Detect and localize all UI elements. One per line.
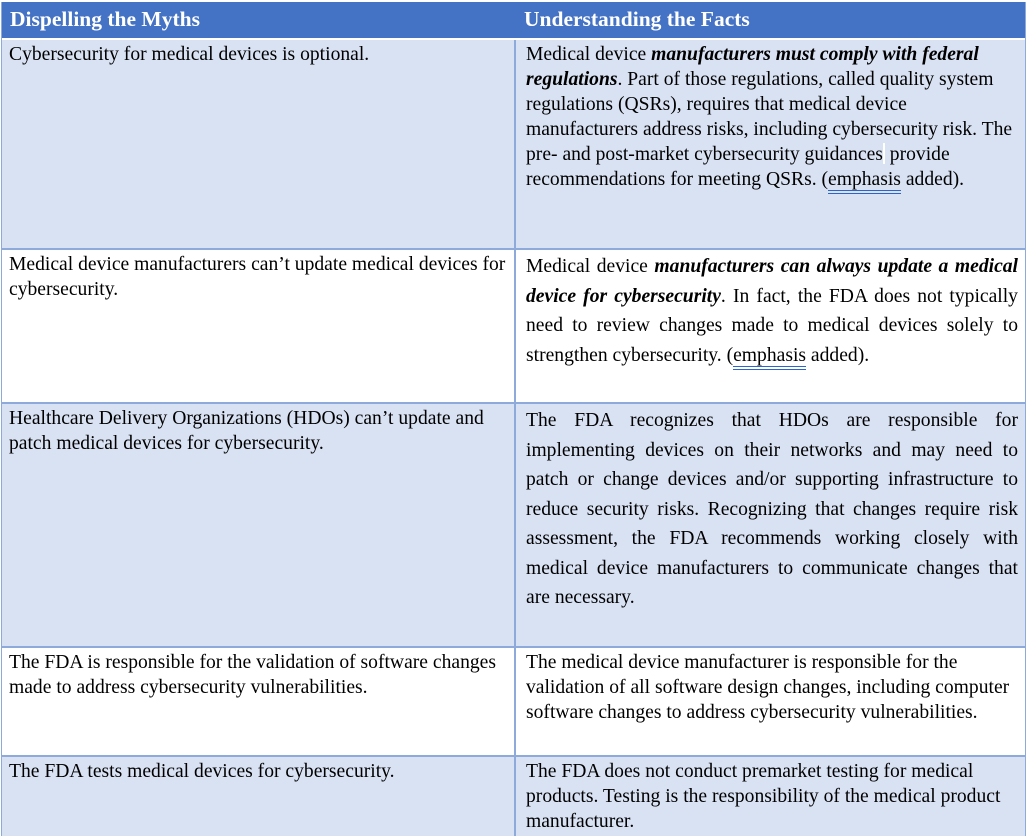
emphasis-phrase: manufacturers can always update a medical device for cybersecurity — [526, 256, 1019, 307]
table-row — [2, 250, 1025, 404]
table-header-row — [2, 2, 1025, 40]
text-segment: added). — [806, 344, 870, 366]
fact-column-header[interactable]: Understanding the Facts — [524, 7, 750, 31]
table-row — [2, 648, 1025, 757]
grammar-underlined-word: emphasis — [733, 345, 806, 370]
fact-cell[interactable] — [514, 250, 1025, 402]
text-segment: Medical device — [526, 256, 655, 277]
text-segment: The FDA does not conduct premarket testing for medical products. Testing is the responsibility of the medical product manufacturer. — [526, 761, 1001, 832]
text-segment: Medical device — [526, 44, 652, 65]
grammar-underlined-word: emphasis — [828, 169, 901, 194]
table-row — [2, 40, 1025, 250]
table-row — [2, 404, 1025, 648]
myths-facts-table — [1, 2, 1026, 836]
emphasis-phrase: manufacturers must comply with federal regulations — [526, 44, 979, 90]
myth-cell[interactable]: Cybersecurity for medical devices is optional. — [9, 44, 370, 65]
text-segment: . In fact, the FDA does not typically need to review changes made to medical devices solely to strengthen cybersecurity. ( — [526, 285, 1018, 366]
text-segment: The medical device manufacturer is responsible for the validation of all software design changes, including computer software changes to address cybersecurity vulnerabilities. — [526, 652, 1010, 723]
text-segment: provide recommendations for meeting QSRs. ( — [526, 144, 950, 190]
myth-cell[interactable]: The FDA tests medical devices for cybersecurity. — [9, 761, 395, 782]
fact-cell[interactable] — [514, 404, 1025, 646]
text-segment: The FDA recognizes that HDOs are responsible for implementing devices on their networks and may need to patch or change devices and/or supporting infrastructure to reduce security risks. Recognizing that changes require risk assessment, the FDA recommends working closely with medical device manufacturers to communicate changes that are necessary. — [526, 410, 1018, 608]
fact-cell[interactable] — [514, 40, 1025, 248]
text-segment: added). — [900, 169, 965, 190]
myth-cell[interactable]: The FDA is responsible for the validation of software changes made to address cybersecurity vulnerabilities. — [9, 652, 497, 698]
fact-cell[interactable] — [514, 648, 1025, 755]
text-segment: . Part of those regulations, called quality system regulations (QSRs), requires that medical device manufacturers address risks, including cybersecurity risk. The pre- and post-market cybersecurity guidances — [526, 69, 1013, 165]
table-row — [2, 757, 1025, 836]
myth-cell[interactable]: Medical device manufacturers can’t update medical devices for cybersecurity. — [9, 254, 506, 300]
myth-cell[interactable]: Healthcare Delivery Organizations (HDOs) can’t update and patch medical devices for cybersecurity. — [9, 408, 484, 454]
myth-column-header[interactable]: Dispelling the Myths — [10, 7, 200, 31]
fact-cell[interactable] — [514, 757, 1025, 836]
